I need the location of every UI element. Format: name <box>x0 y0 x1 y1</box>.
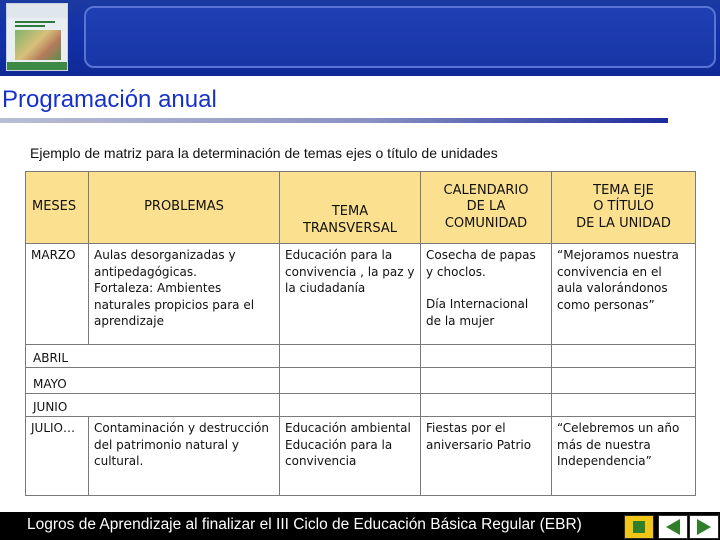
header-problemas: PROBLEMAS <box>89 172 280 244</box>
tema-eje-cell: “Celebremos un año más de nuestra Independencia” <box>552 417 696 496</box>
calendario-item: Cosecha de papas y choclos. <box>426 248 536 279</box>
arrow-left-icon <box>659 516 687 538</box>
month-cell: MARZO <box>26 244 89 345</box>
header-tema-eje: TEMA EJE O TÍTULO DE LA UNIDAD <box>552 172 696 244</box>
stop-icon <box>625 516 653 538</box>
table-row <box>26 394 696 417</box>
month-cell: JULIO… <box>26 417 89 496</box>
next-slide-button[interactable] <box>689 515 719 539</box>
footer-caption: Logros de Aprendizaje al finalizar el III Ciclo de Educación Básica Regular (EBR) <box>27 516 582 533</box>
cover-thumbnail <box>6 3 68 71</box>
table-row <box>26 345 696 368</box>
previous-slide-button[interactable] <box>658 515 688 539</box>
stop-button[interactable] <box>624 515 654 539</box>
tema-transversal-cell: Educación ambiental Educación para la convivencia <box>280 417 421 496</box>
header-bar <box>0 0 720 76</box>
table-header-row <box>26 172 696 244</box>
problemas-cell: Aulas desorganizadas y antipedagógicas. Fortaleza: Ambientes naturales propicios para el aprendizaje <box>89 244 280 345</box>
tema-transversal-cell: Educación para la convivencia , la paz y la ciudadanía <box>280 244 421 345</box>
header-calendario: CALENDARIO DE LA COMUNIDAD <box>421 172 552 244</box>
arrow-right-icon <box>690 516 718 538</box>
problemas-cell: Contaminación y destrucción del patrimonio natural y cultural. <box>89 417 280 496</box>
calendario-cell <box>421 244 552 345</box>
page-title: Programación anual <box>2 86 217 113</box>
tema-eje-cell: “Mejoramos nuestra convivencia en el aula valorándonos como personas” <box>552 244 696 345</box>
calendario-item: Día Internacional de la mujer <box>426 297 529 328</box>
month-cell: ABRIL <box>26 345 280 368</box>
subtitle: Ejemplo de matriz para la determinación de temas ejes o título de unidades <box>30 145 498 161</box>
month-cell: MAYO <box>26 368 280 394</box>
units-matrix-table <box>25 171 696 496</box>
header-meses: MESES <box>26 172 89 244</box>
header-tema-transversal: TEMA TRANSVERSAL <box>280 172 421 244</box>
month-cell: JUNIO <box>26 394 280 417</box>
header-panel <box>84 6 716 68</box>
title-underline <box>0 118 668 123</box>
table-row <box>26 368 696 394</box>
table-row <box>26 244 696 345</box>
footer-bar <box>0 512 720 540</box>
table-row <box>26 417 696 496</box>
calendario-cell: Fiestas por el aniversario Patrio <box>421 417 552 496</box>
